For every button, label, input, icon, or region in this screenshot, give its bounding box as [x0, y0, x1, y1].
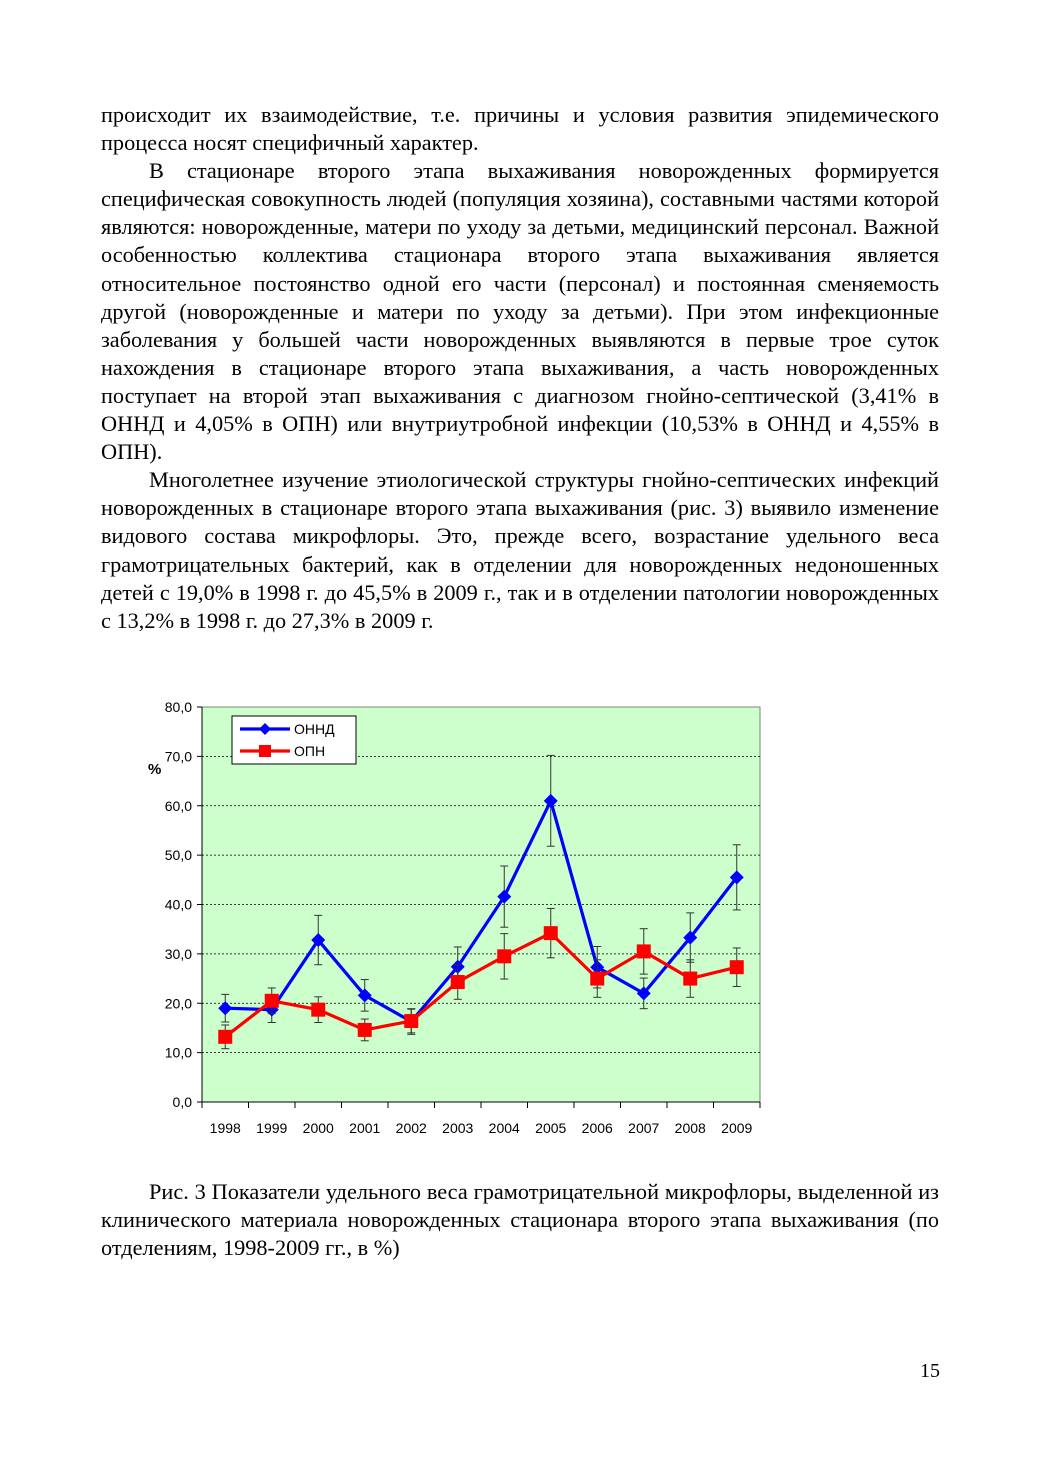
line-chart — [140, 690, 780, 1150]
data-point — [544, 926, 558, 940]
data-point — [683, 972, 697, 986]
x-tick-label: 2004 — [488, 1120, 520, 1136]
figure-caption: Рис. 3 Показатели удельного веса грамотрицательной микрофлоры, выделенной из клинического материала новорожденных стационара второго этапа выхаживания (по отделениям, 1998-2009 гг., в %) — [101, 1179, 939, 1261]
data-point — [451, 975, 465, 989]
x-tick-label: 2009 — [721, 1120, 753, 1136]
page-body — [101, 101, 939, 635]
x-tick-label: 2001 — [349, 1120, 381, 1136]
paragraph-2: В стационаре второго этапа выхаживания новорожденных формируется специфическая совокупность людей (популяция хозяина), составными частями которой являются: новорожденные, матери по уходу за детьми, медицинский персонал. Важной особенностью коллектива стационара второго этапа выхаживания является относительное постоянство одной его части (персонал) и постоянная сменяемость другой (новорожденные и матери по уходу за детьми). При этом инфекционные заболевания у большей части новорожденных выявляются в первые трое суток нахождения в стационаре второго этапа выхаживания, а часть новорожденных поступает на второй этап выхаживания с диагнозом гнойно-септической (3,41% в ОННД и 4,05% в ОПН) или внутриутробной инфекции (10,53% в ОННД и 4,55% в ОПН). — [101, 158, 939, 465]
data-point — [404, 1014, 418, 1028]
data-point — [358, 1023, 372, 1037]
y-tick-label: 20,0 — [164, 995, 192, 1012]
data-point — [730, 960, 744, 974]
paragraph-1: происходит их взаимодействие, т.е. причины и условия развития эпидемического процесса носят специфичный характер. — [101, 102, 939, 156]
x-tick-label: 2007 — [628, 1120, 660, 1136]
x-tick-label: 2005 — [535, 1120, 567, 1136]
x-tick-label: 2006 — [581, 1120, 613, 1136]
figure-chart — [140, 690, 780, 1150]
y-tick-label: 40,0 — [164, 896, 192, 913]
legend-label: ОННД — [294, 721, 335, 737]
data-point — [497, 949, 511, 963]
x-tick-label: 2002 — [395, 1120, 427, 1136]
x-tick-label: 2008 — [674, 1120, 706, 1136]
data-point — [265, 994, 279, 1008]
y-tick-label: 70,0 — [164, 748, 192, 765]
x-tick-label: 1999 — [256, 1120, 288, 1136]
data-point — [311, 1003, 325, 1017]
data-point — [218, 1030, 232, 1044]
plot-area — [202, 707, 760, 1102]
data-point — [590, 972, 604, 986]
x-tick-label: 2003 — [442, 1120, 474, 1136]
x-tick-label: 2000 — [302, 1120, 334, 1136]
y-tick-label: 30,0 — [164, 945, 192, 962]
y-tick-label: 0,0 — [172, 1094, 192, 1110]
y-axis-label: % — [148, 761, 162, 778]
page-number: 15 — [920, 1360, 940, 1382]
data-point — [637, 944, 651, 958]
y-tick-label: 10,0 — [164, 1044, 192, 1061]
paragraph-3: Многолетнее изучение этиологической структуры гнойно-септических инфекций новорожденных в стационаре второго этапа выхаживания (рис. 3) выявило изменение видового состава микрофлоры. Это, прежде всего, возрастание удельного веса грамотрицательных бактерий, как в отделении для новорожденных недоношенных детей с 19,0% в 1998 г. до 45,5% в 2009 г., так и в отделении патологии новорожденных с 13,2% в 1998 г. до 27,3% в 2009 г. — [101, 467, 939, 633]
y-tick-label: 80,0 — [164, 699, 192, 715]
x-tick-label: 1998 — [209, 1120, 241, 1136]
legend-label: ОПН — [294, 743, 326, 759]
y-tick-label: 60,0 — [164, 797, 192, 814]
y-tick-label: 50,0 — [164, 847, 192, 864]
legend-marker — [259, 745, 271, 757]
